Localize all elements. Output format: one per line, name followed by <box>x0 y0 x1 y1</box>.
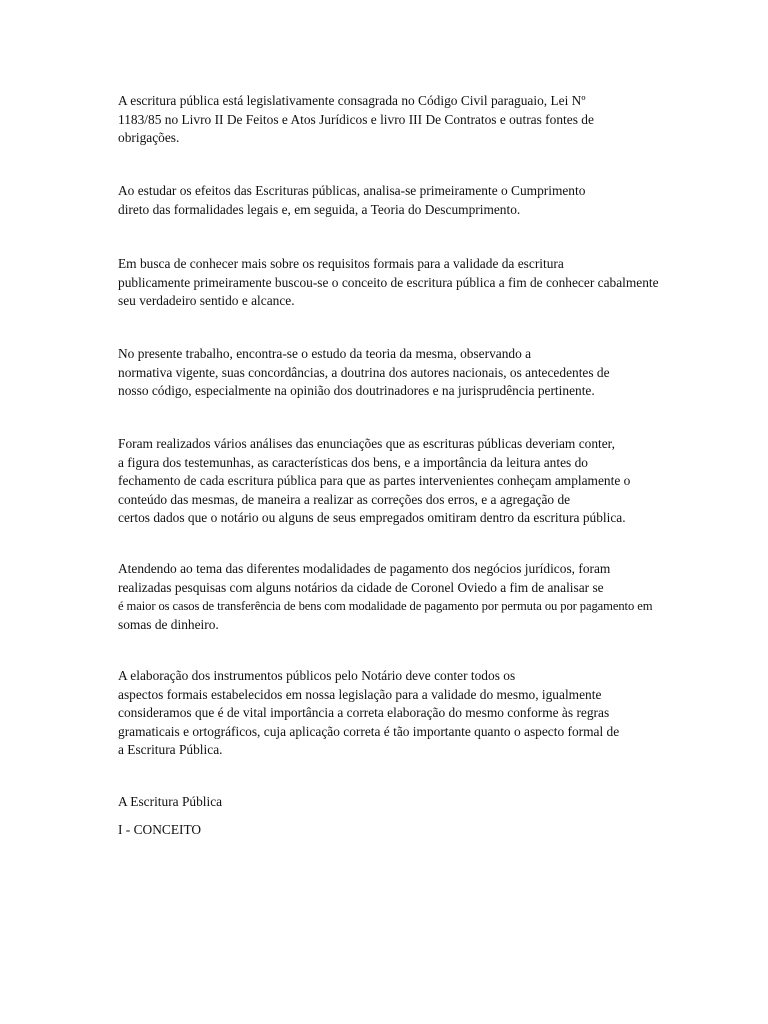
text-line: normativa vigente, suas concordâncias, a doutrina dos autores nacionais, os antecedentes de <box>118 364 610 380</box>
text-line: A elaboração dos instrumentos públicos pelo Notário deve conter todos os <box>118 668 516 683</box>
text-line: aspectos formais estabelecidos em nossa legislação para a validade do mesmo, igualmente <box>118 686 602 702</box>
text-line: obrigações. <box>118 130 180 145</box>
text-line: Em busca de conhecer mais sobre os requisitos formais para a validade da escritura <box>118 256 564 271</box>
text-line: Atendendo ao tema das diferentes modalidades de pagamento dos negócios jurídicos, foram <box>118 561 611 576</box>
text-line: publicamente primeiramente buscou-se o conceito de escritura pública a fim de conhecer cabalmente <box>118 274 659 290</box>
paragraph-7 <box>118 667 758 760</box>
text-line: certos dados que o notário ou alguns de seus empregados omitiram dentro da escritura pública. <box>118 510 626 525</box>
paragraph-6 <box>118 560 758 634</box>
text-line: é maior os casos de transferência de bens com modalidade de pagamento por permuta ou por pagamento em <box>118 599 653 613</box>
text-line: seu verdadeiro sentido e alcance. <box>118 293 295 308</box>
paragraph-4 <box>118 345 758 401</box>
text-line: nosso código, especialmente na opinião dos doutrinadores e na jurisprudência pertinente. <box>118 383 595 398</box>
text-line: direto das formalidades legais e, em seguida, a Teoria do Descumprimento. <box>118 201 521 217</box>
paragraph-1 <box>118 92 758 148</box>
text-line: A escritura pública está legislativamente consagrada no Código Civil paraguaio, Lei Nº <box>118 93 586 108</box>
text-line: 1183/85 no Livro II De Feitos e Atos Jurídicos e livro III De Contratos e outras fontes de <box>118 111 594 127</box>
text-line: realizadas pesquisas com alguns notários da cidade de Coronel Oviedo a fim de analisar se <box>118 579 604 595</box>
text-line: a figura dos testemunhas, as características dos bens, e a importância da leitura antes do <box>118 454 588 470</box>
text-line: gramaticais e ortográficos, cuja aplicação correta é tão importante quanto o aspecto formal de <box>118 723 620 739</box>
text-line: conteúdo das mesmas, de maneira a realizar as correções dos erros, e a agregação de <box>118 491 571 507</box>
subsection-title: I - CONCEITO <box>118 822 202 837</box>
text-line: Ao estudar os efeitos das Escrituras públicas, analisa-se primeiramente o Cumprimento <box>118 183 586 198</box>
text-line: fechamento de cada escritura pública para que as partes intervenientes conheçam amplamente o <box>118 473 631 488</box>
text-line: No presente trabalho, encontra-se o estudo da teoria da mesma, observando a <box>118 346 532 361</box>
paragraph-5 <box>118 435 758 528</box>
paragraph-3 <box>118 255 758 311</box>
paragraph-2 <box>118 182 758 219</box>
section-title: A Escritura Pública <box>118 794 223 809</box>
text-line: consideramos que é de vital importância a correta elaboração do mesmo conforme às regras <box>118 705 610 720</box>
text-line: a Escritura Pública. <box>118 742 223 757</box>
text-line: somas de dinheiro. <box>118 616 219 632</box>
text-line: Foram realizados vários análises das enunciações que as escrituras públicas deveriam conter, <box>118 436 615 451</box>
